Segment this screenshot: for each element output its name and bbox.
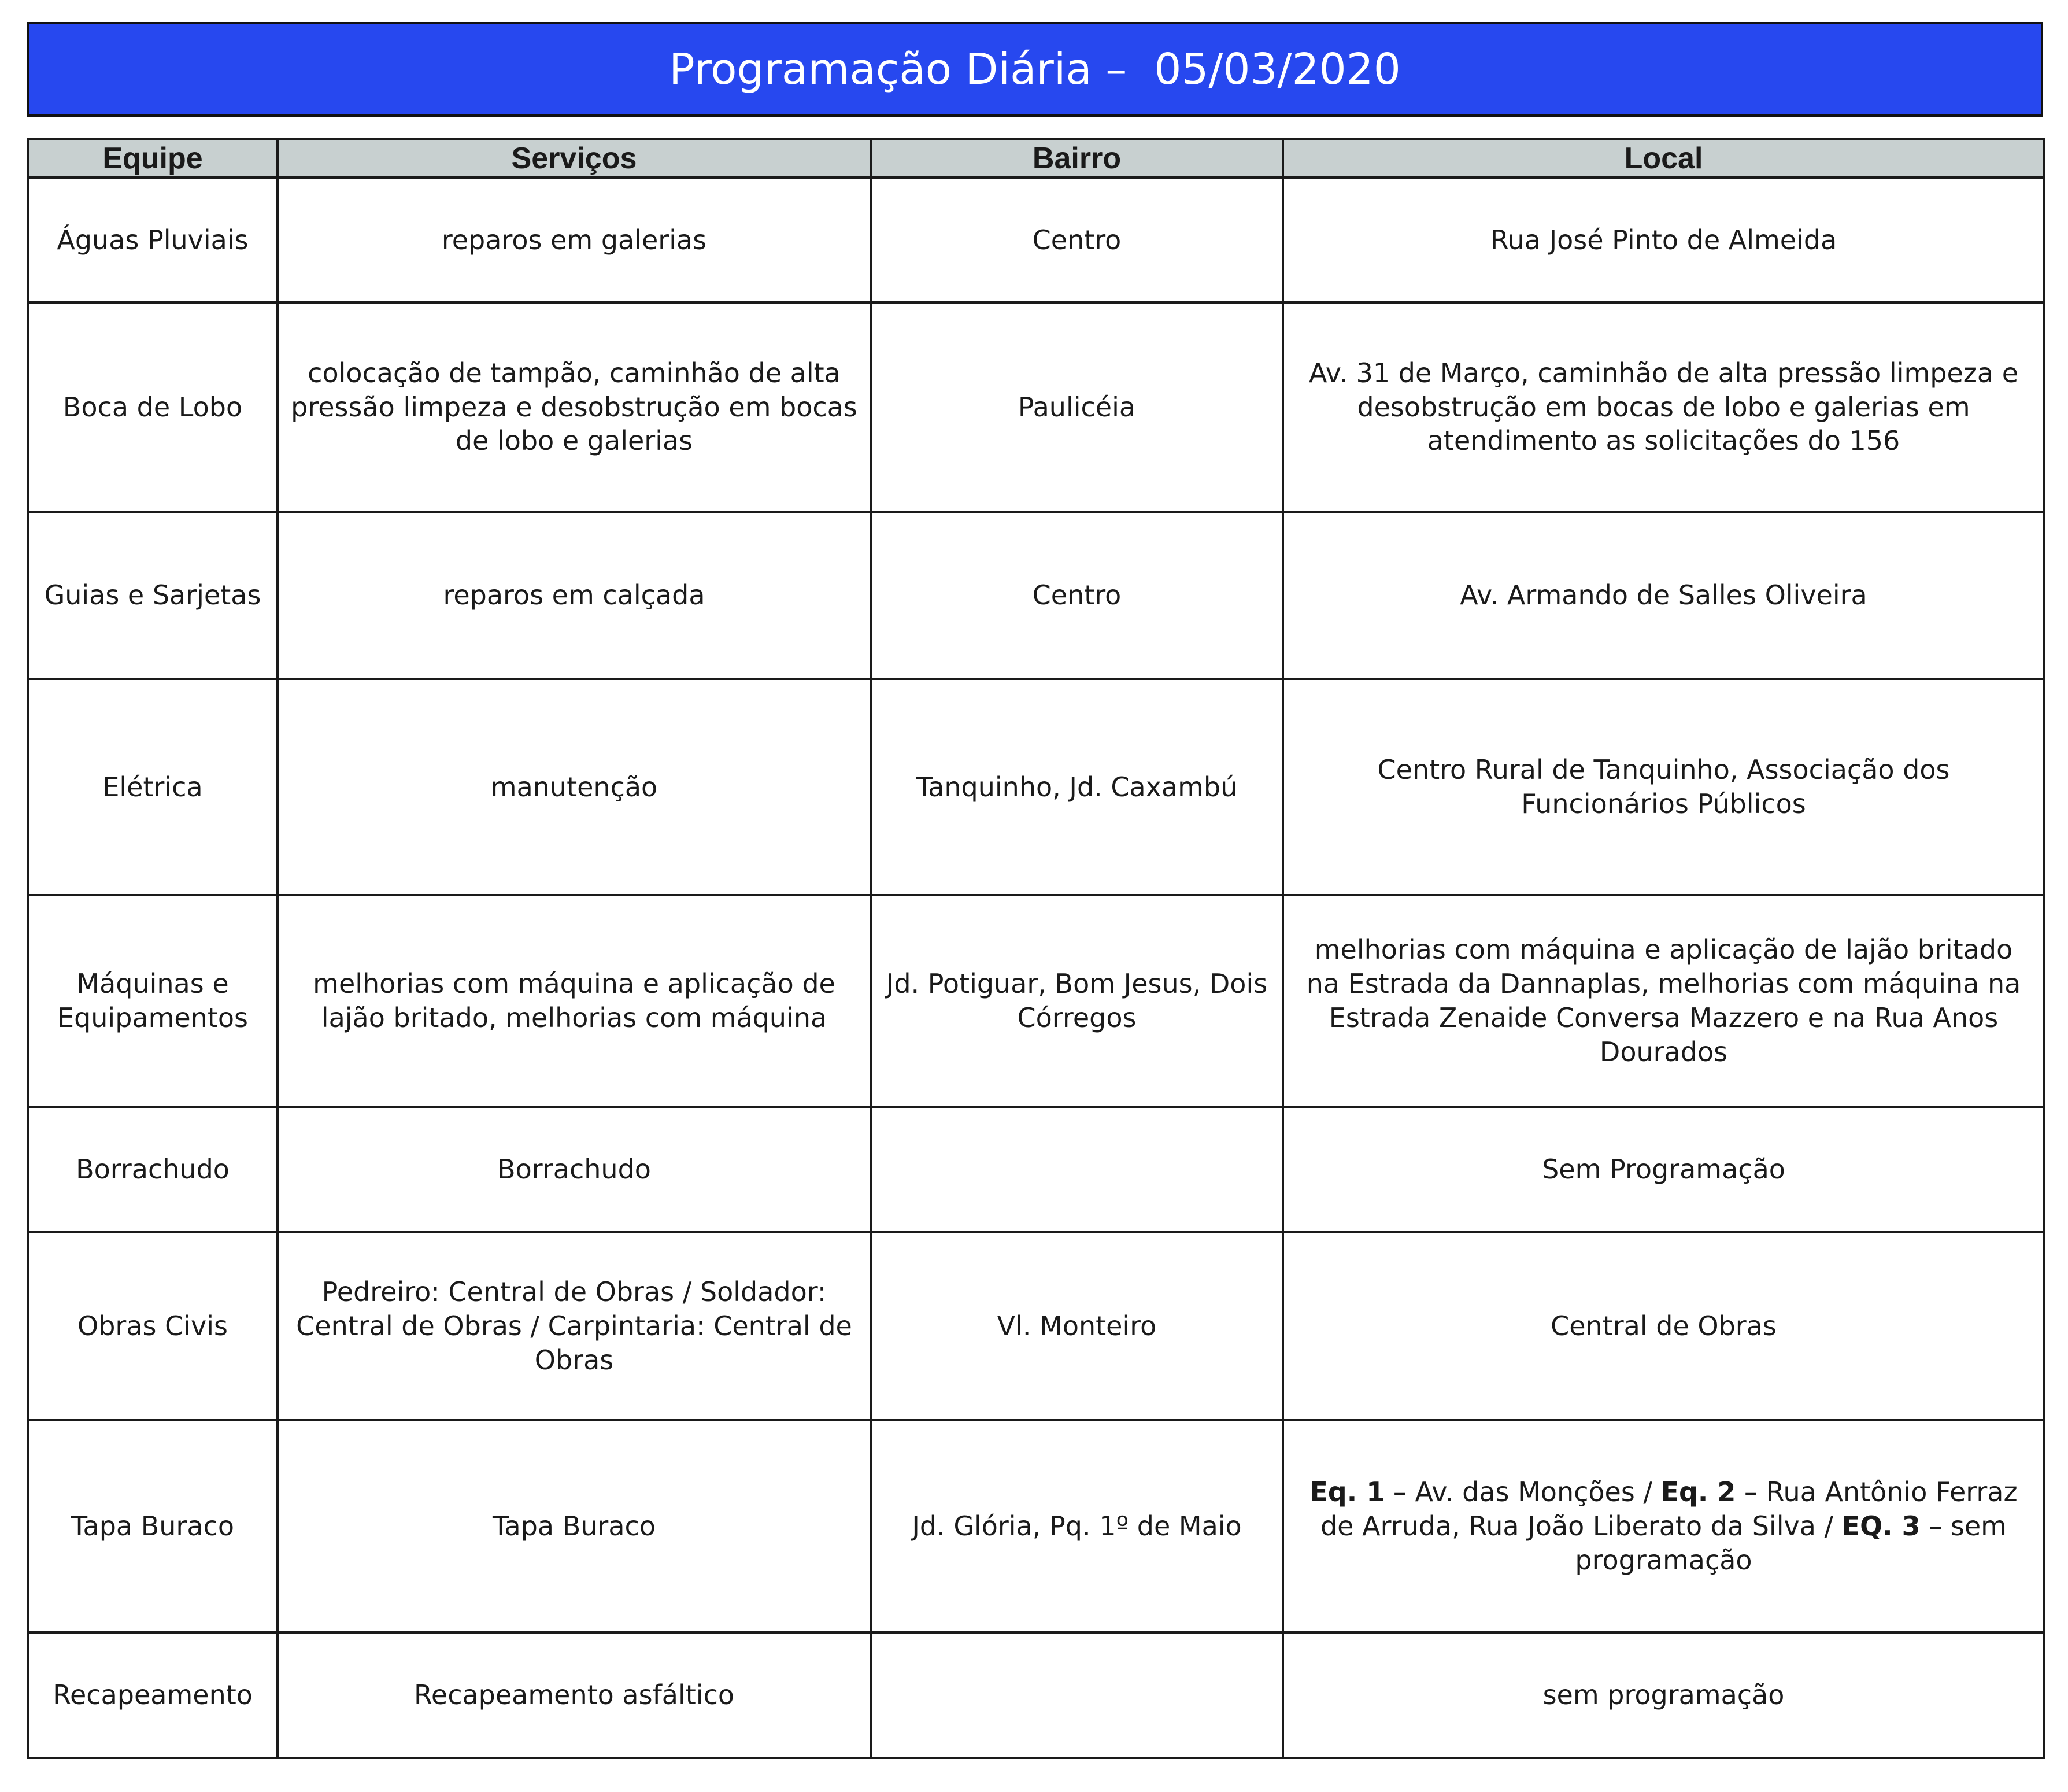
cell-local — [1283, 1420, 2044, 1632]
cell-local: Central de Obras — [1283, 1232, 2044, 1420]
cell-local: Sem Programação — [1283, 1107, 2044, 1232]
cell-bairro: Centro — [871, 178, 1283, 302]
cell-local: Av. 31 de Março, caminhão de alta pressão limpeza e desobstrução em bocas de lobo e galerias em atendimento as solicitações do 156 — [1283, 302, 2044, 512]
local-part: EQ. 3 — [1841, 1510, 1921, 1542]
cell-servicos: Tapa Buraco — [278, 1420, 871, 1632]
column-header-equipe: Equipe — [28, 139, 278, 178]
cell-equipe: Águas Pluviais — [28, 178, 278, 302]
cell-local: melhorias com máquina e aplicação de lajão britado na Estrada da Dannaplas, melhorias com máquina na Estrada Zenaide Conversa Mazzero e na Rua Anos Dourados — [1283, 895, 2044, 1107]
cell-equipe: Obras Civis — [28, 1232, 278, 1420]
cell-bairro: Vl. Monteiro — [871, 1232, 1283, 1420]
local-part: – sem programação — [1575, 1510, 2007, 1576]
cell-servicos: Recapeamento asfáltico — [278, 1632, 871, 1758]
cell-equipe: Recapeamento — [28, 1632, 278, 1758]
cell-bairro — [871, 1632, 1283, 1758]
cell-equipe: Elétrica — [28, 679, 278, 895]
local-part: – Rua Antônio Ferraz de Arruda, Rua João Liberato da Silva / — [1320, 1476, 2018, 1542]
cell-servicos: reparos em calçada — [278, 512, 871, 679]
cell-servicos: manutenção — [278, 679, 871, 895]
local-part: Eq. 1 — [1309, 1476, 1385, 1508]
schedule-table — [27, 138, 2045, 1759]
cell-equipe: Máquinas e Equipamentos — [28, 895, 278, 1107]
cell-servicos: reparos em galerias — [278, 178, 871, 302]
cell-local: Rua José Pinto de Almeida — [1283, 178, 2044, 302]
table-row — [28, 1107, 2044, 1232]
cell-bairro: Centro — [871, 512, 1283, 679]
local-part: Eq. 2 — [1660, 1476, 1736, 1508]
column-header-bairro: Bairro — [871, 139, 1283, 178]
table-row — [28, 1232, 2044, 1420]
table-row — [28, 178, 2044, 302]
cell-servicos: colocação de tampão, caminhão de alta pressão limpeza e desobstrução em bocas de lobo e galerias — [278, 302, 871, 512]
cell-equipe: Guias e Sarjetas — [28, 512, 278, 679]
cell-bairro: Paulicéia — [871, 302, 1283, 512]
cell-equipe: Tapa Buraco — [28, 1420, 278, 1632]
table-row — [28, 512, 2044, 679]
cell-bairro: Jd. Glória, Pq. 1º de Maio — [871, 1420, 1283, 1632]
cell-local: Av. Armando de Salles Oliveira — [1283, 512, 2044, 679]
cell-equipe: Boca de Lobo — [28, 302, 278, 512]
cell-local: sem programação — [1283, 1632, 2044, 1758]
cell-bairro: Jd. Potiguar, Bom Jesus, Dois Córregos — [871, 895, 1283, 1107]
page-title: Programação Diária – 05/03/2020 — [27, 22, 2043, 117]
table-row — [28, 1420, 2044, 1632]
local-part: – Av. das Monções / — [1385, 1476, 1661, 1508]
cell-local: Centro Rural de Tanquinho, Associação dos Funcionários Públicos — [1283, 679, 2044, 895]
cell-equipe: Borrachudo — [28, 1107, 278, 1232]
table-row — [28, 679, 2044, 895]
cell-bairro — [871, 1107, 1283, 1232]
table-row — [28, 1632, 2044, 1758]
cell-servicos: melhorias com máquina e aplicação de lajão britado, melhorias com máquina — [278, 895, 871, 1107]
column-header-servicos: Serviços — [278, 139, 871, 178]
column-header-local: Local — [1283, 139, 2044, 178]
cell-servicos: Borrachudo — [278, 1107, 871, 1232]
header-row — [28, 139, 2044, 178]
cell-servicos: Pedreiro: Central de Obras / Soldador: Central de Obras / Carpintaria: Central de Obras — [278, 1232, 871, 1420]
table-row — [28, 302, 2044, 512]
table-row — [28, 895, 2044, 1107]
cell-bairro: Tanquinho, Jd. Caxambú — [871, 679, 1283, 895]
